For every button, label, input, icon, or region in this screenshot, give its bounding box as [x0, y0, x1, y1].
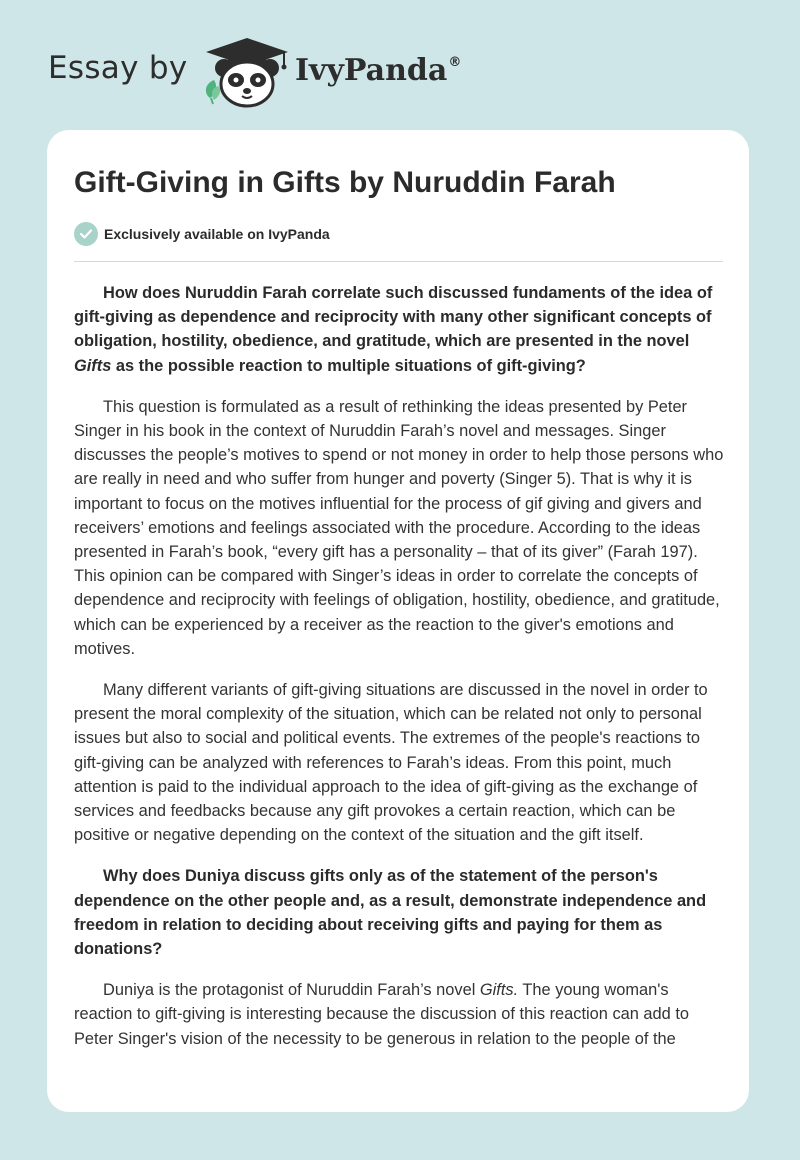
brand-text: IvyPanda: [295, 53, 448, 88]
body-paragraph: Many different variants of gift-giving situations are discussed in the novel in order to present the moral complexity of the situation, which can be related not only to personal issues but also to social and political events. The extremes of the people's reactions to gift-giving can be analyzed with references to Farah’s ideas. From this point, much attention is paid to the individual approach to the idea of gift-giving as the exchange of services and feedbacks because any gift provokes a certain reaction, which can be positive or negative depending on the context of the situation and the gift itself.: [74, 681, 708, 845]
essay-body: [74, 281, 724, 1068]
exclusive-badge: [74, 222, 330, 246]
essay-card: [47, 130, 749, 1112]
question-paragraph: Why does Duniya discuss gifts only as of the statement of the person's dependence on the other people and, as a result, demonstrate independence and freedom in relation to deciding about receiving gifts and paying for them as donations?: [74, 867, 707, 959]
check-icon: [74, 222, 98, 246]
body-paragraph: Duniya is the protagonist of Nuruddin Farah’s novel Gifts. The young woman's reaction to gift-giving is interesting because the discussion of this reaction can add to Peter Singer's vision of the necessity to be generous in relation to the people of the: [74, 981, 690, 1048]
question-paragraph: How does Nuruddin Farah correlate such discussed fundaments of the idea of gift-giving as dependence and reciprocity with many other significant concepts of obligation, hostility, obedience, and gratitude, which are presented in the novel Gifts as the possible reaction to multiple situations of gift-giving?: [74, 284, 713, 375]
exclusive-label: Exclusively available on IvyPanda: [104, 226, 330, 242]
registered-mark: ®: [448, 55, 462, 70]
panda-logo-icon[interactable]: [200, 36, 295, 108]
body-paragraph: This question is formulated as a result of rethinking the ideas presented by Peter Singer in his book in the context of Nuruddin Farah’s novel and messages. Singer discusses the people’s motives to spend or not money in order to help those persons who are really in need and who suffer from hunger and poverty (Singer 5). That is why it is important to focus on the motives influential for the process of gif giving and givers and receivers’ emotions and feelings associated with the procedure. According to the ideas presented in Farah’s book, “every gift has a personality – that of its giver” (Farah 197). This opinion can be compared with Singer’s ideas in order to correlate the concepts of dependence and reciprocity with feelings of obligation, hostility, obedience, and gratitude, which can be experienced by a receiver as the reaction to the giver's emotions and motives.: [74, 397, 724, 658]
brand-name[interactable]: [295, 53, 461, 88]
essay-by-label: Essay by: [48, 50, 188, 86]
site-header: [0, 0, 800, 130]
essay-title: Gift-Giving in Gifts by Nuruddin Farah: [74, 166, 616, 199]
divider: [74, 261, 723, 262]
